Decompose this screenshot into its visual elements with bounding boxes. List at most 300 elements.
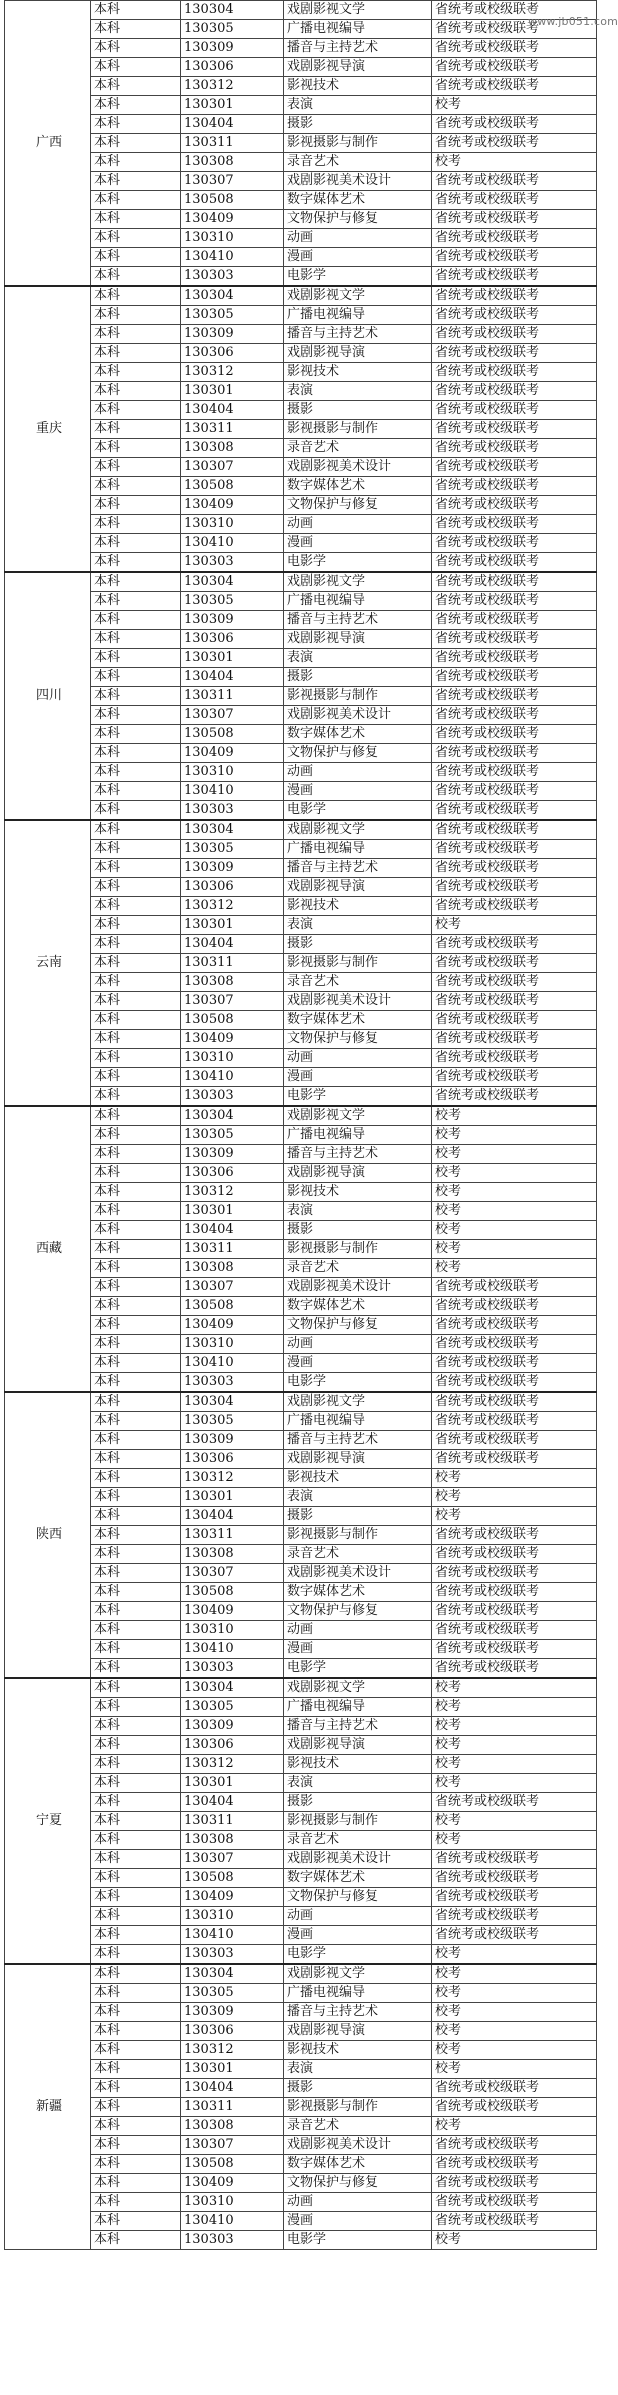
exam-type-cell: 校考 xyxy=(432,1964,597,1984)
table-row xyxy=(5,1183,597,1202)
table-row xyxy=(5,1259,597,1278)
exam-type-cell: 校考 xyxy=(432,2231,597,2250)
exam-type-cell: 省统考或校级联考 xyxy=(432,39,597,58)
degree-cell: 本科 xyxy=(91,420,181,439)
table-row xyxy=(5,1507,597,1526)
exam-type-cell: 省统考或校级联考 xyxy=(432,267,597,287)
table-row xyxy=(5,992,597,1011)
degree-cell: 本科 xyxy=(91,248,181,267)
major-code-cell: 130409 xyxy=(181,1316,284,1335)
major-name-cell: 戏剧影视导演 xyxy=(284,58,432,77)
exam-type-cell: 省统考或校级联考 xyxy=(432,1545,597,1564)
major-name-cell: 录音艺术 xyxy=(284,1831,432,1850)
major-name-cell: 文物保护与修复 xyxy=(284,1316,432,1335)
exam-type-cell: 省统考或校级联考 xyxy=(432,210,597,229)
major-code-cell: 130410 xyxy=(181,1068,284,1087)
exam-type-cell: 省统考或校级联考 xyxy=(432,820,597,840)
major-name-cell: 表演 xyxy=(284,382,432,401)
degree-cell: 本科 xyxy=(91,1640,181,1659)
table-row xyxy=(5,1736,597,1755)
major-code-cell: 130305 xyxy=(181,1984,284,2003)
major-code-cell: 130301 xyxy=(181,2060,284,2079)
exam-type-cell: 校考 xyxy=(432,96,597,115)
province-cell: 西藏 xyxy=(5,1106,91,1392)
table-row xyxy=(5,1678,597,1698)
exam-type-cell: 省统考或校级联考 xyxy=(432,1068,597,1087)
major-name-cell: 广播电视编导 xyxy=(284,592,432,611)
exam-type-cell: 省统考或校级联考 xyxy=(432,572,597,592)
major-code-cell: 130404 xyxy=(181,2079,284,2098)
exam-type-cell: 校考 xyxy=(432,1126,597,1145)
table-row xyxy=(5,153,597,172)
degree-cell: 本科 xyxy=(91,1164,181,1183)
major-code-cell: 130309 xyxy=(181,1431,284,1450)
major-code-cell: 130404 xyxy=(181,1507,284,1526)
major-name-cell: 表演 xyxy=(284,1488,432,1507)
major-name-cell: 数字媒体艺术 xyxy=(284,2155,432,2174)
degree-cell: 本科 xyxy=(91,401,181,420)
major-code-cell: 130301 xyxy=(181,916,284,935)
major-code-cell: 130305 xyxy=(181,840,284,859)
major-code-cell: 130306 xyxy=(181,2022,284,2041)
table-row xyxy=(5,229,597,248)
table-row xyxy=(5,973,597,992)
major-name-cell: 文物保护与修复 xyxy=(284,2174,432,2193)
major-code-cell: 130404 xyxy=(181,668,284,687)
exam-type-cell: 省统考或校级联考 xyxy=(432,248,597,267)
degree-cell: 本科 xyxy=(91,763,181,782)
degree-cell: 本科 xyxy=(91,611,181,630)
major-code-cell: 130508 xyxy=(181,1583,284,1602)
major-name-cell: 戏剧影视导演 xyxy=(284,1736,432,1755)
major-code-cell: 130410 xyxy=(181,782,284,801)
major-code-cell: 130304 xyxy=(181,1678,284,1698)
degree-cell: 本科 xyxy=(91,1030,181,1049)
major-code-cell: 130303 xyxy=(181,801,284,821)
watermark xyxy=(528,2,618,28)
degree-cell: 本科 xyxy=(91,1964,181,1984)
major-code-cell: 130310 xyxy=(181,2193,284,2212)
major-name-cell: 数字媒体艺术 xyxy=(284,1583,432,1602)
major-code-cell: 130310 xyxy=(181,515,284,534)
table-row xyxy=(5,401,597,420)
table-row xyxy=(5,1335,597,1354)
table-row xyxy=(5,1831,597,1850)
degree-cell: 本科 xyxy=(91,1412,181,1431)
major-name-cell: 数字媒体艺术 xyxy=(284,1011,432,1030)
major-name-cell: 数字媒体艺术 xyxy=(284,725,432,744)
major-name-cell: 动画 xyxy=(284,1049,432,1068)
major-name-cell: 戏剧影视美术设计 xyxy=(284,706,432,725)
table-row xyxy=(5,1049,597,1068)
major-code-cell: 130304 xyxy=(181,1392,284,1412)
table-row xyxy=(5,553,597,573)
admissions-table-container xyxy=(4,0,596,2250)
degree-cell: 本科 xyxy=(91,153,181,172)
major-name-cell: 戏剧影视导演 xyxy=(284,1164,432,1183)
degree-cell: 本科 xyxy=(91,2041,181,2060)
degree-cell: 本科 xyxy=(91,458,181,477)
exam-type-cell: 省统考或校级联考 xyxy=(432,191,597,210)
major-code-cell: 130307 xyxy=(181,2136,284,2155)
exam-type-cell: 校考 xyxy=(432,1984,597,2003)
major-code-cell: 130409 xyxy=(181,1888,284,1907)
major-name-cell: 电影学 xyxy=(284,1659,432,1679)
exam-type-cell: 校考 xyxy=(432,1945,597,1965)
major-name-cell: 戏剧影视文学 xyxy=(284,572,432,592)
degree-cell: 本科 xyxy=(91,1698,181,1717)
degree-cell: 本科 xyxy=(91,325,181,344)
table-row xyxy=(5,115,597,134)
major-code-cell: 130312 xyxy=(181,1469,284,1488)
exam-type-cell: 校考 xyxy=(432,1507,597,1526)
major-code-cell: 130310 xyxy=(181,1335,284,1354)
major-name-cell: 漫画 xyxy=(284,1640,432,1659)
major-code-cell: 130311 xyxy=(181,420,284,439)
degree-cell: 本科 xyxy=(91,1259,181,1278)
major-name-cell: 电影学 xyxy=(284,553,432,573)
exam-type-cell: 校考 xyxy=(432,1221,597,1240)
degree-cell: 本科 xyxy=(91,782,181,801)
major-code-cell: 130311 xyxy=(181,1526,284,1545)
degree-cell: 本科 xyxy=(91,744,181,763)
degree-cell: 本科 xyxy=(91,267,181,287)
exam-type-cell: 省统考或校级联考 xyxy=(432,935,597,954)
degree-cell: 本科 xyxy=(91,1221,181,1240)
exam-type-cell: 校考 xyxy=(432,1736,597,1755)
table-row xyxy=(5,1698,597,1717)
major-name-cell: 戏剧影视美术设计 xyxy=(284,992,432,1011)
major-code-cell: 130305 xyxy=(181,592,284,611)
exam-type-cell: 省统考或校级联考 xyxy=(432,1640,597,1659)
major-name-cell: 戏剧影视美术设计 xyxy=(284,2136,432,2155)
degree-cell: 本科 xyxy=(91,1945,181,1965)
major-name-cell: 影视技术 xyxy=(284,1183,432,1202)
table-row xyxy=(5,935,597,954)
table-row xyxy=(5,1145,597,1164)
degree-cell: 本科 xyxy=(91,840,181,859)
degree-cell: 本科 xyxy=(91,1907,181,1926)
major-code-cell: 130404 xyxy=(181,401,284,420)
degree-cell: 本科 xyxy=(91,2079,181,2098)
degree-cell: 本科 xyxy=(91,477,181,496)
exam-type-cell: 校考 xyxy=(432,1164,597,1183)
table-row xyxy=(5,248,597,267)
major-code-cell: 130309 xyxy=(181,39,284,58)
major-code-cell: 130404 xyxy=(181,1221,284,1240)
major-name-cell: 影视技术 xyxy=(284,1469,432,1488)
degree-cell: 本科 xyxy=(91,992,181,1011)
degree-cell: 本科 xyxy=(91,1240,181,1259)
exam-type-cell: 省统考或校级联考 xyxy=(432,973,597,992)
exam-type-cell: 省统考或校级联考 xyxy=(432,592,597,611)
table-row xyxy=(5,1392,597,1412)
major-name-cell: 漫画 xyxy=(284,2212,432,2231)
major-code-cell: 130308 xyxy=(181,1259,284,1278)
major-name-cell: 影视技术 xyxy=(284,2041,432,2060)
major-code-cell: 130508 xyxy=(181,1011,284,1030)
major-name-cell: 广播电视编导 xyxy=(284,306,432,325)
degree-cell: 本科 xyxy=(91,1831,181,1850)
degree-cell: 本科 xyxy=(91,1774,181,1793)
exam-type-cell: 省统考或校级联考 xyxy=(432,20,597,39)
major-name-cell: 影视摄影与制作 xyxy=(284,1526,432,1545)
exam-type-cell: 省统考或校级联考 xyxy=(432,458,597,477)
degree-cell: 本科 xyxy=(91,58,181,77)
degree-cell: 本科 xyxy=(91,515,181,534)
degree-cell: 本科 xyxy=(91,1526,181,1545)
table-body xyxy=(5,1,597,2250)
exam-type-cell: 省统考或校级联考 xyxy=(432,477,597,496)
table-row xyxy=(5,1297,597,1316)
degree-cell: 本科 xyxy=(91,1431,181,1450)
degree-cell: 本科 xyxy=(91,20,181,39)
table-row xyxy=(5,534,597,553)
exam-type-cell: 省统考或校级联考 xyxy=(432,1,597,20)
degree-cell: 本科 xyxy=(91,1373,181,1393)
major-name-cell: 影视技术 xyxy=(284,897,432,916)
major-name-cell: 电影学 xyxy=(284,2231,432,2250)
table-row xyxy=(5,2193,597,2212)
major-name-cell: 广播电视编导 xyxy=(284,1412,432,1431)
degree-cell: 本科 xyxy=(91,1545,181,1564)
table-row xyxy=(5,267,597,287)
degree-cell: 本科 xyxy=(91,630,181,649)
major-name-cell: 广播电视编导 xyxy=(284,1984,432,2003)
major-code-cell: 130410 xyxy=(181,2212,284,2231)
major-code-cell: 130304 xyxy=(181,572,284,592)
major-name-cell: 摄影 xyxy=(284,115,432,134)
table-row xyxy=(5,1240,597,1259)
exam-type-cell: 省统考或校级联考 xyxy=(432,725,597,744)
exam-type-cell: 省统考或校级联考 xyxy=(432,706,597,725)
degree-cell: 本科 xyxy=(91,1602,181,1621)
table-row xyxy=(5,458,597,477)
major-code-cell: 130306 xyxy=(181,1736,284,1755)
major-code-cell: 130409 xyxy=(181,496,284,515)
degree-cell: 本科 xyxy=(91,2060,181,2079)
exam-type-cell: 省统考或校级联考 xyxy=(432,1049,597,1068)
major-code-cell: 130306 xyxy=(181,630,284,649)
table-row xyxy=(5,2003,597,2022)
degree-cell: 本科 xyxy=(91,1717,181,1736)
major-name-cell: 漫画 xyxy=(284,1068,432,1087)
major-code-cell: 130304 xyxy=(181,1,284,20)
major-code-cell: 130312 xyxy=(181,2041,284,2060)
major-code-cell: 130312 xyxy=(181,1755,284,1774)
degree-cell: 本科 xyxy=(91,96,181,115)
major-name-cell: 戏剧影视美术设计 xyxy=(284,1850,432,1869)
table-row xyxy=(5,1755,597,1774)
exam-type-cell: 省统考或校级联考 xyxy=(432,1850,597,1869)
exam-type-cell: 省统考或校级联考 xyxy=(432,1621,597,1640)
table-row xyxy=(5,649,597,668)
degree-cell: 本科 xyxy=(91,1488,181,1507)
major-name-cell: 动画 xyxy=(284,1907,432,1926)
major-name-cell: 广播电视编导 xyxy=(284,20,432,39)
major-name-cell: 文物保护与修复 xyxy=(284,1030,432,1049)
degree-cell: 本科 xyxy=(91,878,181,897)
table-row xyxy=(5,1945,597,1965)
exam-type-cell: 省统考或校级联考 xyxy=(432,1392,597,1412)
degree-cell: 本科 xyxy=(91,1678,181,1698)
major-code-cell: 130311 xyxy=(181,2098,284,2117)
table-row xyxy=(5,1545,597,1564)
province-cell: 新疆 xyxy=(5,1964,91,2250)
exam-type-cell: 省统考或校级联考 xyxy=(432,401,597,420)
degree-cell: 本科 xyxy=(91,2212,181,2231)
table-row xyxy=(5,191,597,210)
table-row xyxy=(5,1316,597,1335)
table-row xyxy=(5,1126,597,1145)
major-name-cell: 动画 xyxy=(284,229,432,248)
major-name-cell: 表演 xyxy=(284,1774,432,1793)
major-name-cell: 播音与主持艺术 xyxy=(284,2003,432,2022)
table-row xyxy=(5,210,597,229)
exam-type-cell: 省统考或校级联考 xyxy=(432,2193,597,2212)
degree-cell: 本科 xyxy=(91,1469,181,1488)
major-code-cell: 130307 xyxy=(181,172,284,191)
major-name-cell: 漫画 xyxy=(284,534,432,553)
exam-type-cell: 校考 xyxy=(432,1183,597,1202)
exam-type-cell: 省统考或校级联考 xyxy=(432,1564,597,1583)
exam-type-cell: 校考 xyxy=(432,1774,597,1793)
exam-type-cell: 省统考或校级联考 xyxy=(432,420,597,439)
major-name-cell: 电影学 xyxy=(284,1945,432,1965)
major-name-cell: 戏剧影视导演 xyxy=(284,2022,432,2041)
table-row xyxy=(5,515,597,534)
table-row xyxy=(5,1030,597,1049)
major-name-cell: 动画 xyxy=(284,763,432,782)
degree-cell: 本科 xyxy=(91,801,181,821)
major-code-cell: 130311 xyxy=(181,1240,284,1259)
exam-type-cell: 省统考或校级联考 xyxy=(432,229,597,248)
major-name-cell: 录音艺术 xyxy=(284,2117,432,2136)
exam-type-cell: 校考 xyxy=(432,1717,597,1736)
major-code-cell: 130409 xyxy=(181,1030,284,1049)
table-row xyxy=(5,840,597,859)
major-code-cell: 130508 xyxy=(181,1297,284,1316)
major-name-cell: 电影学 xyxy=(284,801,432,821)
major-code-cell: 130310 xyxy=(181,229,284,248)
major-name-cell: 动画 xyxy=(284,515,432,534)
major-name-cell: 戏剧影视文学 xyxy=(284,1678,432,1698)
table-row xyxy=(5,496,597,515)
major-code-cell: 130301 xyxy=(181,382,284,401)
major-name-cell: 表演 xyxy=(284,96,432,115)
major-code-cell: 130311 xyxy=(181,954,284,973)
major-name-cell: 摄影 xyxy=(284,668,432,687)
major-code-cell: 130307 xyxy=(181,706,284,725)
degree-cell: 本科 xyxy=(91,1621,181,1640)
exam-type-cell: 省统考或校级联考 xyxy=(432,1526,597,1545)
degree-cell: 本科 xyxy=(91,1659,181,1679)
exam-type-cell: 省统考或校级联考 xyxy=(432,286,597,306)
degree-cell: 本科 xyxy=(91,2231,181,2250)
exam-type-cell: 校考 xyxy=(432,1698,597,1717)
degree-cell: 本科 xyxy=(91,1392,181,1412)
exam-type-cell: 校考 xyxy=(432,153,597,172)
degree-cell: 本科 xyxy=(91,668,181,687)
exam-type-cell: 省统考或校级联考 xyxy=(432,534,597,553)
table-row xyxy=(5,1793,597,1812)
major-name-cell: 录音艺术 xyxy=(284,153,432,172)
major-name-cell: 漫画 xyxy=(284,1354,432,1373)
table-row xyxy=(5,382,597,401)
degree-cell: 本科 xyxy=(91,1850,181,1869)
table-row xyxy=(5,725,597,744)
degree-cell: 本科 xyxy=(91,954,181,973)
degree-cell: 本科 xyxy=(91,1183,181,1202)
major-code-cell: 130308 xyxy=(181,153,284,172)
exam-type-cell: 省统考或校级联考 xyxy=(432,134,597,153)
exam-type-cell: 省统考或校级联考 xyxy=(432,1087,597,1107)
major-code-cell: 130404 xyxy=(181,115,284,134)
major-name-cell: 播音与主持艺术 xyxy=(284,611,432,630)
major-name-cell: 摄影 xyxy=(284,1507,432,1526)
province-cell: 重庆 xyxy=(5,286,91,572)
table-row xyxy=(5,1869,597,1888)
major-code-cell: 130312 xyxy=(181,1183,284,1202)
major-name-cell: 播音与主持艺术 xyxy=(284,1431,432,1450)
exam-type-cell: 省统考或校级联考 xyxy=(432,1926,597,1945)
major-name-cell: 文物保护与修复 xyxy=(284,210,432,229)
exam-type-cell: 省统考或校级联考 xyxy=(432,2136,597,2155)
major-name-cell: 录音艺术 xyxy=(284,439,432,458)
major-code-cell: 130410 xyxy=(181,1926,284,1945)
degree-cell: 本科 xyxy=(91,344,181,363)
table-row xyxy=(5,286,597,306)
major-code-cell: 130309 xyxy=(181,859,284,878)
degree-cell: 本科 xyxy=(91,1297,181,1316)
degree-cell: 本科 xyxy=(91,306,181,325)
exam-type-cell: 省统考或校级联考 xyxy=(432,1297,597,1316)
major-name-cell: 影视技术 xyxy=(284,77,432,96)
table-row xyxy=(5,954,597,973)
major-name-cell: 漫画 xyxy=(284,248,432,267)
table-row xyxy=(5,306,597,325)
major-code-cell: 130309 xyxy=(181,2003,284,2022)
major-code-cell: 130305 xyxy=(181,1698,284,1717)
table-row xyxy=(5,1068,597,1087)
degree-cell: 本科 xyxy=(91,1583,181,1602)
watermark-text: www.jb051.com xyxy=(528,15,618,28)
major-code-cell: 130307 xyxy=(181,1564,284,1583)
exam-type-cell: 省统考或校级联考 xyxy=(432,954,597,973)
exam-type-cell: 省统考或校级联考 xyxy=(432,77,597,96)
degree-cell: 本科 xyxy=(91,1,181,20)
major-code-cell: 130311 xyxy=(181,134,284,153)
exam-type-cell: 校考 xyxy=(432,2041,597,2060)
table-row xyxy=(5,2231,597,2250)
major-name-cell: 播音与主持艺术 xyxy=(284,39,432,58)
major-code-cell: 130410 xyxy=(181,1640,284,1659)
major-name-cell: 文物保护与修复 xyxy=(284,496,432,515)
table-row xyxy=(5,1106,597,1126)
exam-type-cell: 省统考或校级联考 xyxy=(432,1869,597,1888)
exam-type-cell: 省统考或校级联考 xyxy=(432,840,597,859)
table-row xyxy=(5,477,597,496)
exam-type-cell: 省统考或校级联考 xyxy=(432,2155,597,2174)
degree-cell: 本科 xyxy=(91,286,181,306)
exam-type-cell: 校考 xyxy=(432,1831,597,1850)
exam-type-cell: 省统考或校级联考 xyxy=(432,439,597,458)
major-code-cell: 130508 xyxy=(181,191,284,210)
exam-type-cell: 省统考或校级联考 xyxy=(432,992,597,1011)
degree-cell: 本科 xyxy=(91,534,181,553)
major-name-cell: 数字媒体艺术 xyxy=(284,191,432,210)
major-code-cell: 130312 xyxy=(181,897,284,916)
